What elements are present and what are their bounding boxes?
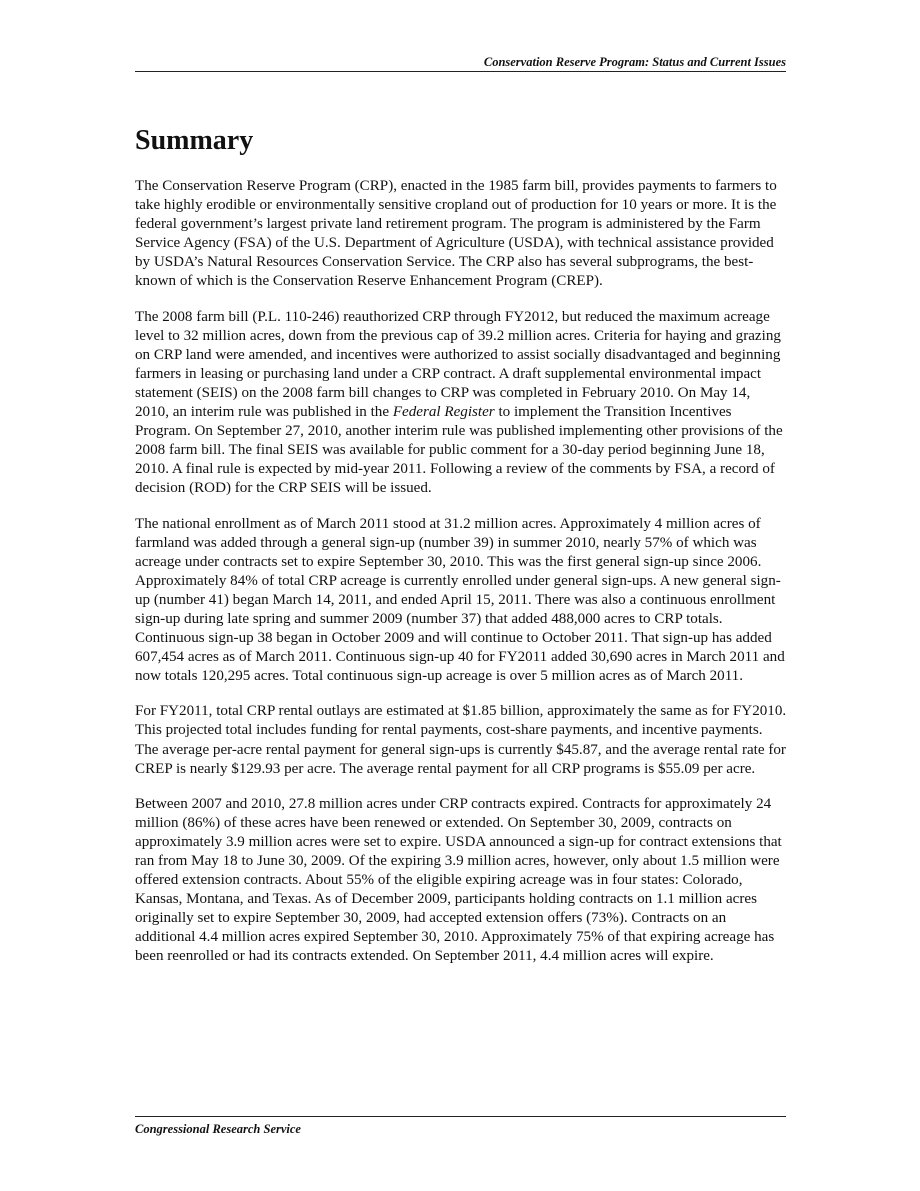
summary-body: [135, 177, 787, 983]
summary-paragraph-1: The Conservation Reserve Program (CRP), enacted in the 1985 farm bill, provides payments to farmers to take highly erodible or environmentally sensitive cropland out of production for 10 years or more. It is the federal government’s largest private land retirement program. The program is administered by the Farm Service Agency (FSA) of the U.S. Department of Agriculture (USDA), with technical assistance provided by USDA’s Natural Resources Conservation Service. The CRP also has several subprograms, the best-known of which is the Conservation Reserve Enhancement Program (CREP).: [135, 178, 777, 290]
running-footer: [135, 1116, 786, 1136]
summary-paragraph-2: [135, 308, 787, 499]
federal-register-italic: Federal Register: [392, 404, 495, 421]
summary-paragraph-5: Between 2007 and 2010, 27.8 million acres under CRP contracts expired. Contracts for approximately 24 million (86%) of these acres have been renewed or extended. On September 30, 2009, contracts on approximately 3.9 million acres were set to expire. USDA announced a sign-up for contract extensions that ran from May 18 to June 30, 2009. Of the expiring 3.9 million acres, however, only about 1.5 million were offered extension contracts. About 55% of the eligible expiring acreage was in four states: Colorado, Kansas, Montana, and Texas. As of December 2009, participants holding contracts on 1.1 million acres originally set to expire September 30, 2009, had accepted extension offers (73%). Contracts on an additional 4.4 million acres expired September 30, 2010. Approximately 75% of that expiring acreage has been reenrolled or had its contracts extended. On September 2011, 4.4 million acres will expire.: [135, 795, 782, 965]
summary-paragraph-4: For FY2011, total CRP rental outlays are estimated at $1.85 billion, approximately the same as for FY2010. This projected total includes funding for rental payments, cost-share payments, and incentive payments. The average per-acre rental payment for general sign-ups is currently $45.87, and the average rental rate for CREP is nearly $129.93 per acre. The average rental payment for all CRP programs is $55.09 per acre.: [135, 703, 787, 777]
summary-paragraph-3: The national enrollment as of March 2011 stood at 31.2 million acres. Approximately 4 million acres of farmland was added through a general sign-up (number 39) in summer 2010, nearly 57% of which was acreage under contracts set to expire September 30, 2010. This was the first general sign-up since 2006. Approximately 84% of total CRP acreage is currently enrolled under general sign-ups. A new general sign-up (number 41) began March 14, 2011, and ended April 15, 2011. There was also a continuous enrollment sign-up during late spring and summer 2009 (number 37) that added 488,000 acres to CRP totals. Continuous sign-up 38 began in October 2009 and will continue to October 2011. That sign-up has added 607,454 acres as of March 2011. Continuous sign-up 40 for FY2011 added 30,690 acres in March 2011 and now totals 120,295 acres. Total continuous sign-up acreage is over 5 million acres as of March 2011.: [135, 515, 785, 685]
page-title: Summary: [135, 125, 254, 156]
running-header-title: Conservation Reserve Program: Status and Current Issues: [483, 55, 786, 69]
paragraph-2-text-after: to implement the Transition Incentives Program. On September 27, 2010, another interim rule was published implementing other provisions of the 2008 farm bill. The final SEIS was available for public comment for a 30-day period beginning June 18, 2010. A final rule is expected by mid-year 2011. Following a review of the comments by FSA, a record of decision (ROD) for the CRP SEIS will be issued.: [135, 404, 783, 497]
running-header: [135, 56, 786, 72]
paragraph-2-text-before: The 2008 farm bill (P.L. 110-246) reauthorized CRP through FY2012, but reduced the maximum acreage level to 32 million acres, down from the previous cap of 39.2 million acres. Criteria for haying and grazing on CRP land were amended, and incentives were authorized to assist socially disadvantaged and beginning farmers in leasing or purchasing land under a CRP contract. A draft supplemental environmental impact statement (SEIS) on the 2008 farm bill changes to CRP was completed in February 2010. On May 14, 2010, an interim rule was published in the: [135, 308, 781, 421]
footer-source: Congressional Research Service: [135, 1122, 301, 1136]
